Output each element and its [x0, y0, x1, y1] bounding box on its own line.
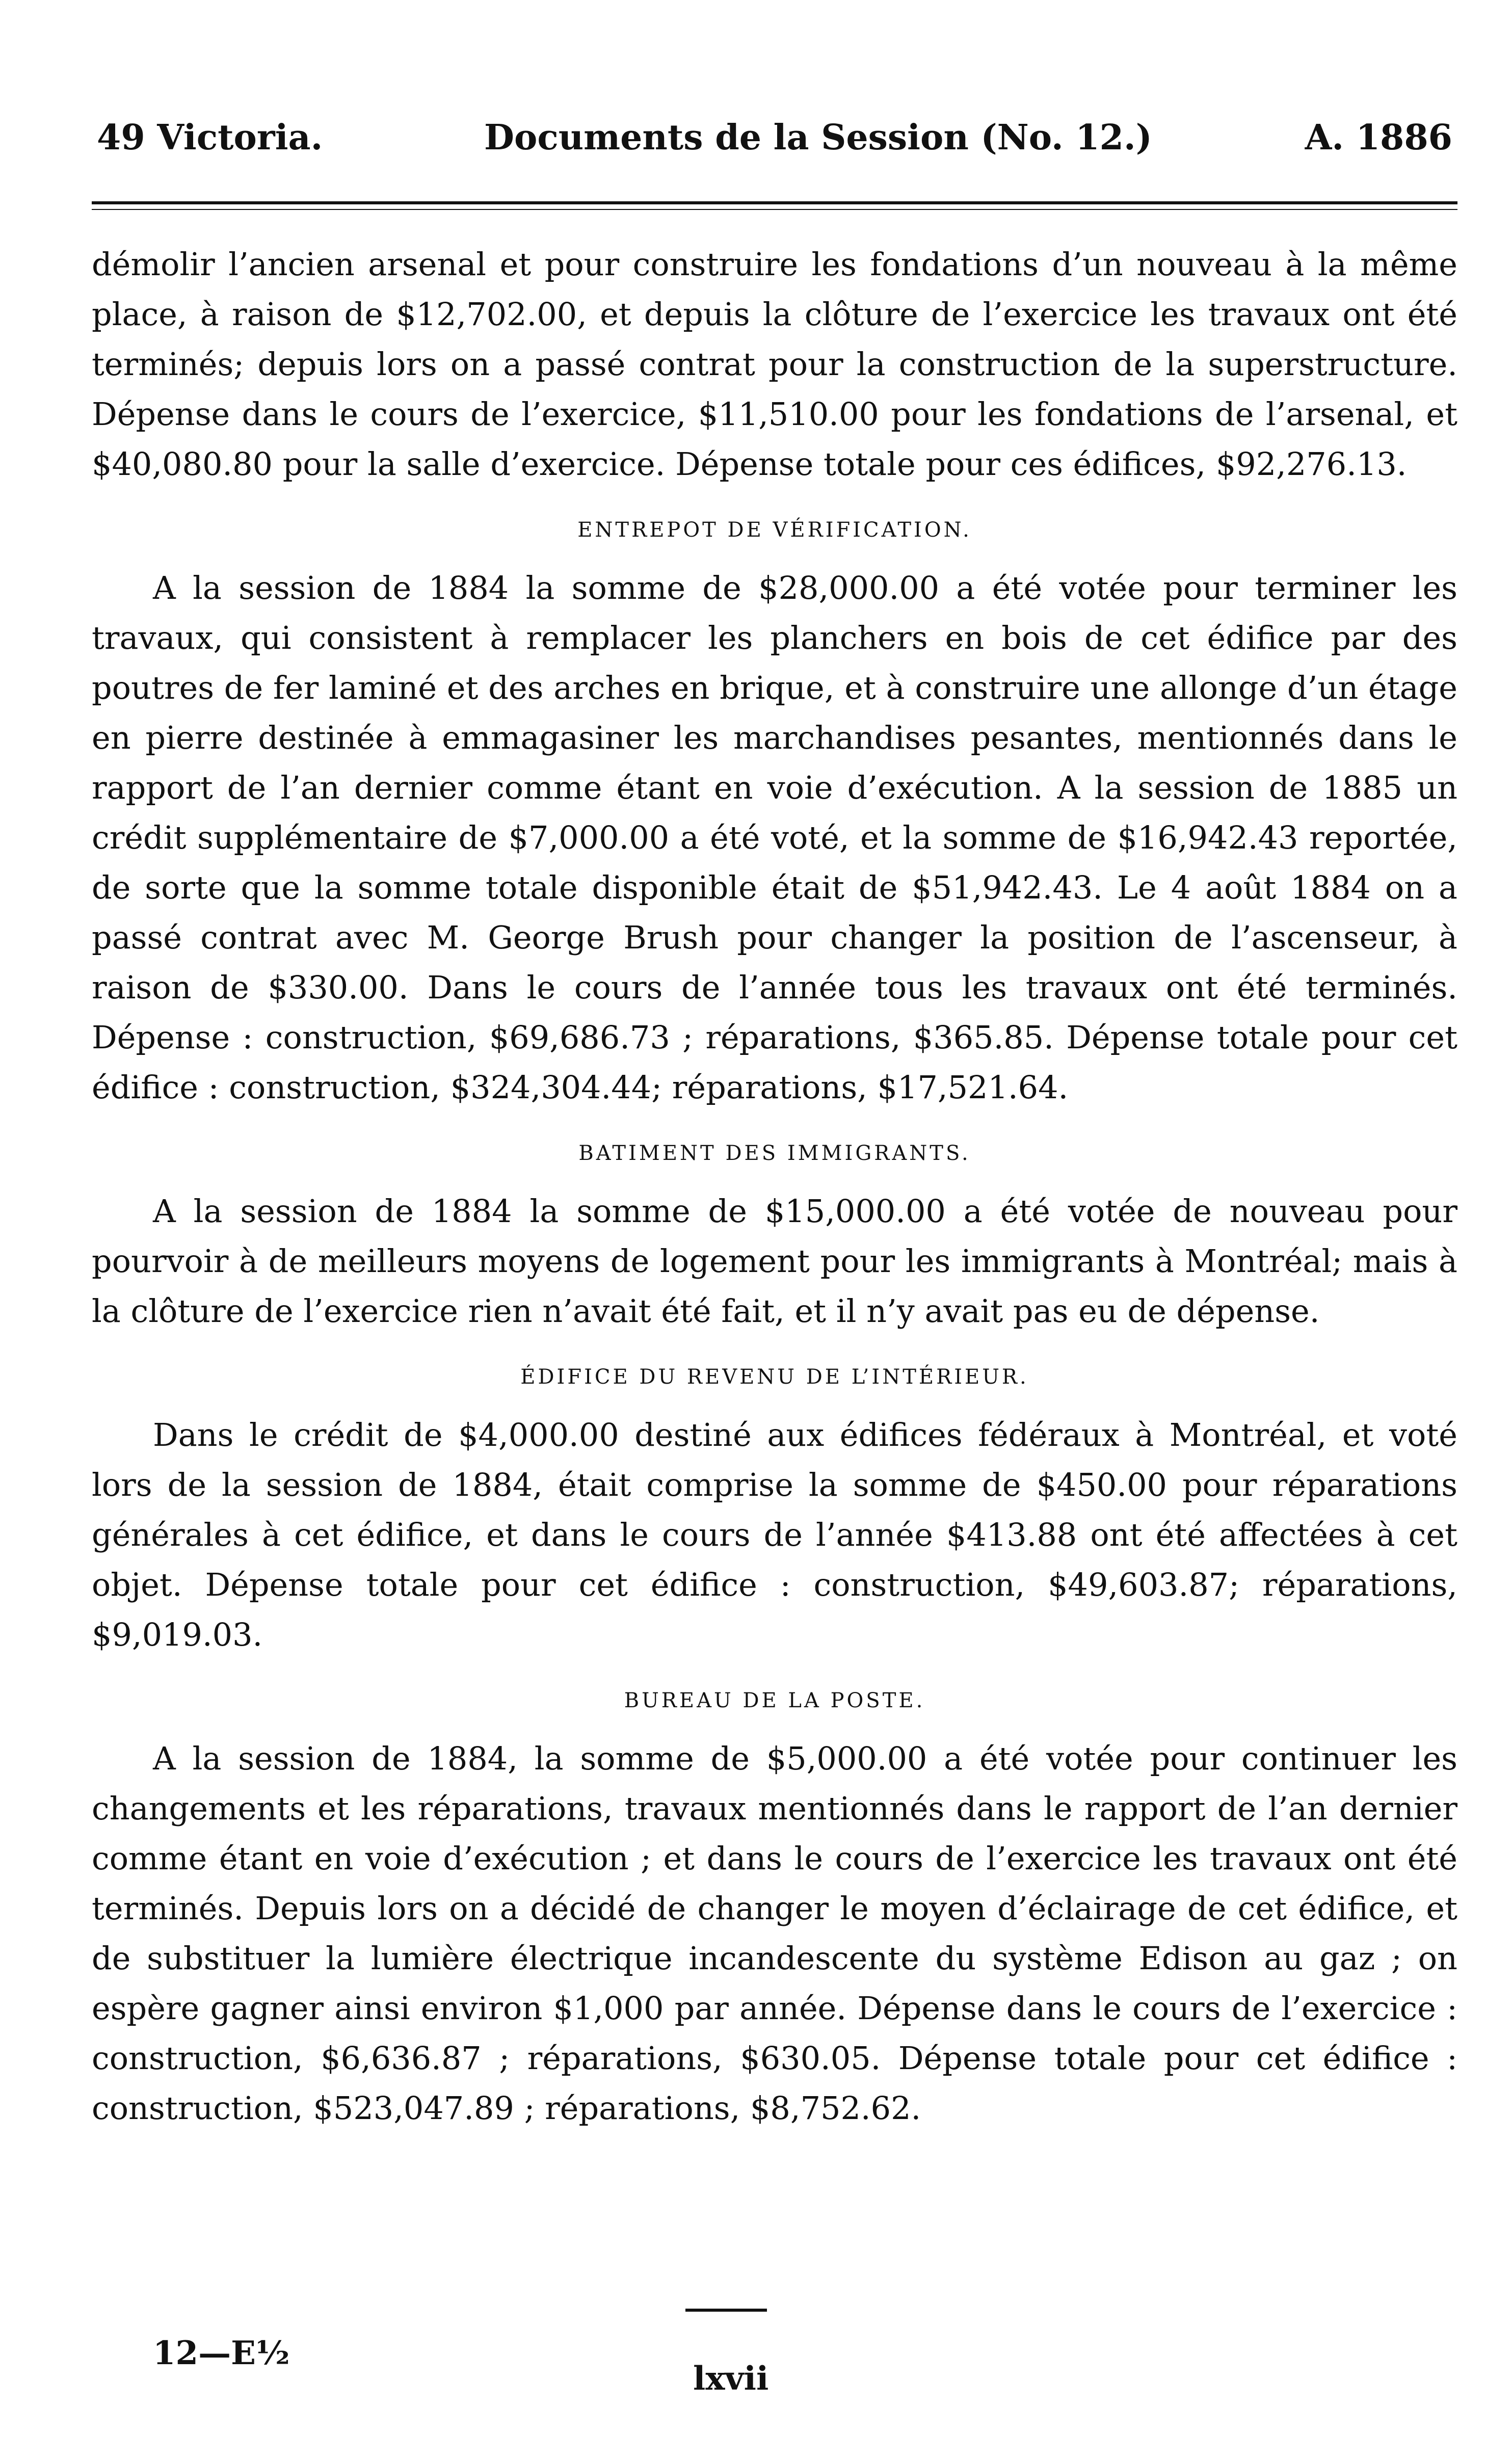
- header-year: A. 1886: [1305, 117, 1452, 158]
- page-body: [92, 240, 1457, 2133]
- section-text-entrepot: A la session de 1884 la somme de $28,000.00 a été votée pour terminer les travaux, qui consistent à remplacer les planchers en bois de cet édifice par des poutres de fer laminé et des arches en brique, et à construire une allonge d’un étage en pierre destinée à emmagasiner les marchandises pesantes, mentionnés dans le rapport de l’an dernier comme étant en voie d’exécution. A la session de 1885 un crédit supplémentaire de $7,000.00 a été voté, et la somme de $16,942.43 reportée, de sorte que la somme totale disponible était de $51,942.43. Le 4 août 1884 on a passé contrat avec M. George Brush pour changer la position de l’ascenseur, à raison de $330.00. Dans le cours de l’année tous les travaux ont été terminés. Dépense : construction, $69,686.73 ; réparations, $365.85. Dépense totale pour cet édifice : construction, $324,304.44; réparations, $17,521.64.: [92, 569, 1457, 1106]
- section-text-immigrants: A la session de 1884 la somme de $15,000.00 a été votée de nouveau pour pourvoir à de meilleurs moyens de logement pour les immigrants à Montréal; mais à la clôture de l’exercice rien n’avait été fait, et il n’y avait pas eu de dépense.: [92, 1193, 1457, 1330]
- page-number: lxvii: [693, 2360, 769, 2398]
- section-title-immigrants: BATIMENT DES IMMIGRANTS.: [578, 1142, 971, 1165]
- end-rule: [685, 2309, 767, 2312]
- intro-paragraph: démolir l’ancien arsenal et pour construire les fondations d’un nouveau à la même place, à raison de $12,702.00, et depuis la clôture de l’exercice les travaux ont été terminés; depuis lors on a passé contrat pour la construction de la superstructure. Dépense dans le cours de l’exercice, $11,510.00 pour les fondations de l’arsenal, et $40,080.80 pour la salle d’exercice. Dépense totale pour ces édifices, $92,276.13.: [92, 246, 1457, 483]
- header-volume: 49 Victoria.: [97, 117, 323, 158]
- section-title-poste: BUREAU DE LA POSTE.: [624, 1689, 925, 1712]
- header-rule-thin: [92, 209, 1457, 210]
- header-title: Documents de la Session (No. 12.): [484, 117, 1152, 158]
- header-rule-thick: [92, 201, 1457, 204]
- page-header: [97, 117, 1452, 173]
- section-text-revenu: Dans le crédit de $4,000.00 destiné aux édifices fédéraux à Montréal, et voté lors de la session de 1884, était comprise la somme de $450.00 pour réparations générales à cet édifice, et dans le cours de l’année $413.88 ont été affectées à cet objet. Dépense totale pour cet édifice : construction, $49,603.87; réparations, $9,019.03.: [92, 1416, 1457, 1653]
- signature-mark: 12—E½: [153, 2334, 290, 2372]
- section-title-entrepot: ENTREPOT DE VÉRIFICATION.: [577, 518, 972, 542]
- section-text-poste: A la session de 1884, la somme de $5,000.00 a été votée pour continuer les changements et les réparations, travaux mentionnés dans le rapport de l’an dernier comme étant en voie d’exécution ; et dans le cours de l’exercice les travaux ont été terminés. Depuis lors on a décidé de changer le moyen d’éclairage de cet édifice, et de substituer la lumière électrique incandescente du système Edison au gaz ; on espère gagner ainsi environ $1,000 par année. Dépense dans le cours de l’exercice : construction, $6,636.87 ; réparations, $630.05. Dépense totale pour cet édifice : construction, $523,047.89 ; réparations, $8,752.62.: [92, 1740, 1457, 2127]
- section-title-revenu: ÉDIFICE DU REVENU DE L’INTÉRIEUR.: [520, 1365, 1029, 1389]
